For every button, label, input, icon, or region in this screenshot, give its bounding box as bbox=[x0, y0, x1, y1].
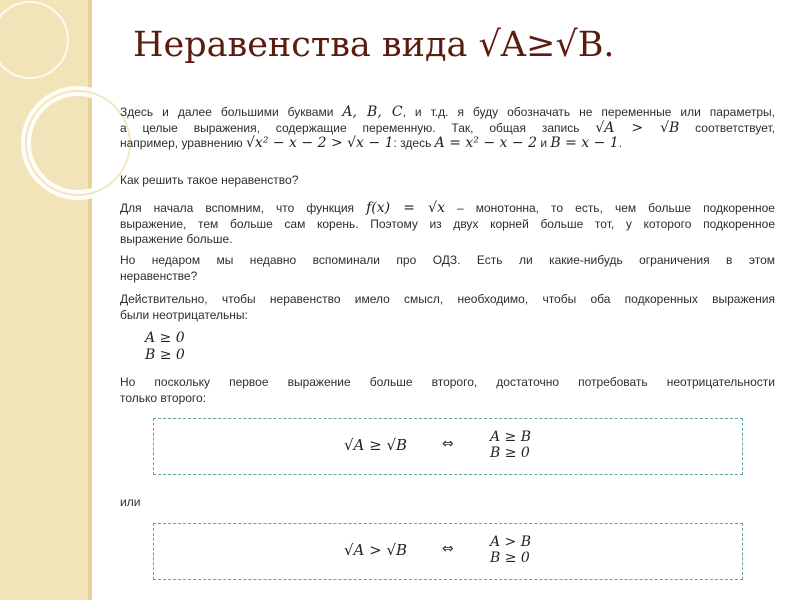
intro-line-1: Здесь и далее большими буквами A, B, C, и т.д. я буду обозначать не переменные или параметры, bbox=[120, 104, 775, 120]
equivalence-box-nonstrict bbox=[153, 418, 743, 475]
indeed-line-1: Действительно, чтобы неравенство имело смысл, необходимо, чтобы оба подкоренных выражения bbox=[120, 292, 775, 306]
box1-system-line-1: A ≥ B bbox=[490, 429, 532, 445]
box1-lhs: √A ≥ √B bbox=[344, 436, 408, 454]
but-paragraph bbox=[120, 375, 775, 406]
decorative-circles bbox=[0, 0, 140, 220]
monotone-paragraph bbox=[120, 201, 775, 248]
box2-lhs: √A > √B bbox=[344, 541, 408, 559]
question-text: Как решить такое неравенство? bbox=[120, 173, 299, 187]
box1-equivalence-icon: ⇔ bbox=[442, 436, 454, 452]
box2-system-line-2: B ≥ 0 bbox=[490, 550, 530, 566]
system-line-1: A ≥ 0 bbox=[145, 330, 185, 346]
box2-equivalence-icon: ⇔ bbox=[442, 541, 454, 557]
but-line-1: Но поскольку первое выражение больше второго, достаточно потребовать неотрицательности bbox=[120, 375, 775, 389]
monotone-line-3: выражение больше. bbox=[120, 232, 233, 246]
box2-system bbox=[490, 534, 531, 566]
system-line-2: B ≥ 0 bbox=[145, 347, 185, 363]
odz-paragraph bbox=[120, 253, 775, 284]
but-line-2: только второго: bbox=[120, 390, 207, 405]
equivalence-box-strict bbox=[153, 523, 743, 580]
monotone-line-2: выражение, тем больше сам корень. Поэтому из двух корней больше тот, у которого подкоренное bbox=[120, 216, 775, 231]
monotone-line-1: Для начала вспомним, что функция f(x) = √x – монотонна, то есть, чем больше подкоренное bbox=[120, 200, 775, 216]
or-text: или bbox=[120, 495, 141, 509]
odz-line-2: неравенстве? bbox=[120, 268, 198, 283]
slide-title: Неравенства вида √A≥√B. bbox=[133, 25, 615, 65]
intro-line-2: а целые выражения, содержащие переменную. Так, общая запись √A > √B соответствует, bbox=[120, 119, 775, 136]
box1-system-line-2: B ≥ 0 bbox=[490, 445, 530, 461]
box1-system bbox=[490, 429, 531, 461]
indeed-line-2: были неотрицательны: bbox=[120, 307, 248, 322]
intro-line-3: например, уравнению √x² − x − 2 > √x − 1: здесь A = x² − x − 2 и B = x − 1. bbox=[120, 135, 623, 151]
odz-line-1: Но недаром мы недавно вспоминали про ОДЗ. Есть ли какие-нибудь ограничения в этом bbox=[120, 253, 775, 267]
box2-system-line-1: A > B bbox=[490, 534, 532, 550]
nonnegativity-system bbox=[145, 330, 185, 364]
indeed-paragraph bbox=[120, 292, 775, 323]
intro-paragraph bbox=[120, 105, 775, 152]
